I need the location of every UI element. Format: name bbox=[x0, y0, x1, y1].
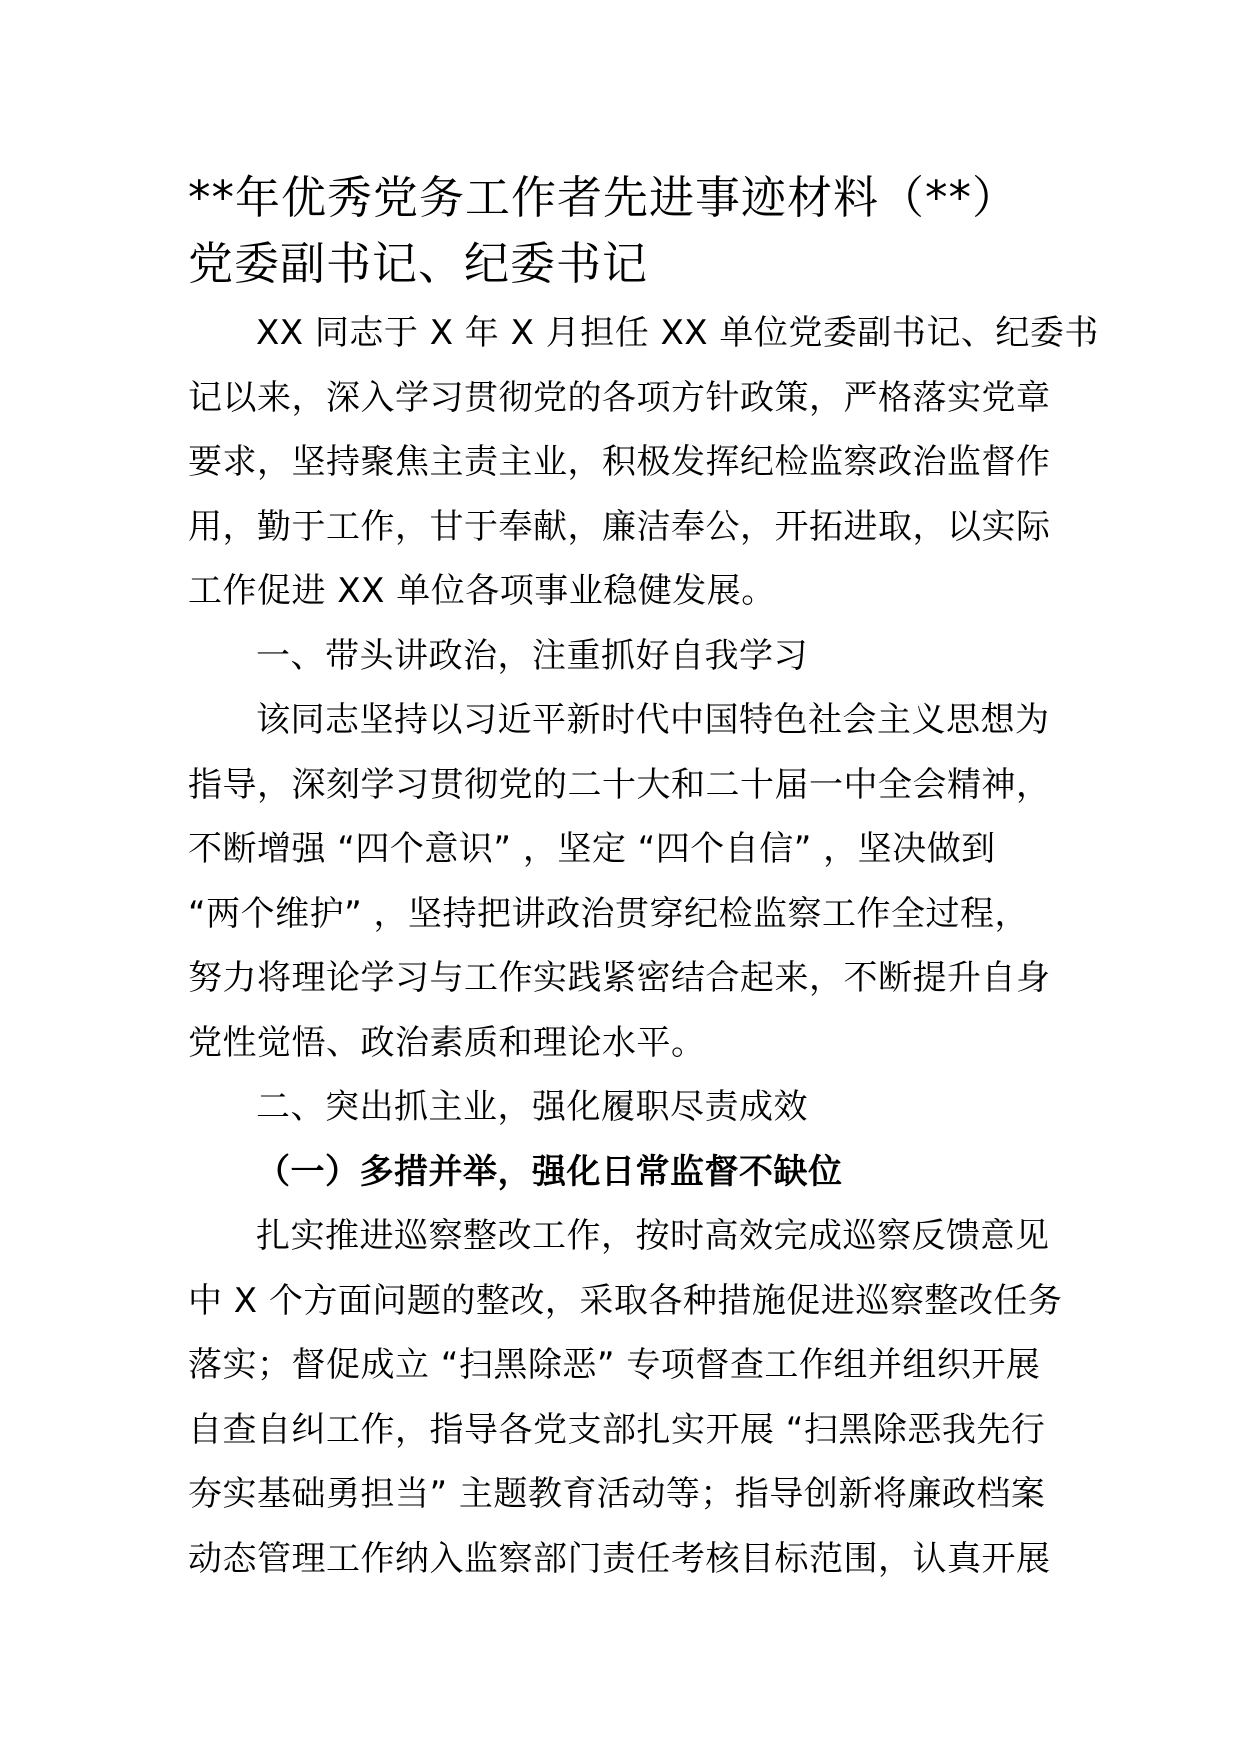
paragraph-line: 指导，深刻学习贯彻党的二十大和二十届一中全会精神， bbox=[188, 764, 1051, 805]
paragraph-line: 要求，坚持聚焦主责主业，积极发挥纪检监察政治监督作 bbox=[188, 442, 1051, 482]
subsection-heading-1: （一）多措并举，强化日常监督不缺位 bbox=[256, 1151, 843, 1192]
paragraph-line: 工作促进 XX 单位各项事业稳健发展。 bbox=[188, 571, 776, 611]
paragraph-line: 用，勤于工作，甘于奉献，廉洁奉公，开拓进取，以实际 bbox=[188, 506, 1051, 547]
paragraph-line: “两个维护” ，坚持把讲政治贯穿纪检监察工作全过程， bbox=[188, 893, 1030, 934]
paragraph-line: 落实；督促成立 “扫黑除恶” 专项督查工作组并组织开展 bbox=[188, 1345, 1041, 1385]
document-title-line-2: 党委副书记、纪委书记 bbox=[188, 237, 649, 290]
paragraph-line: 记以来，深入学习贯彻党的各项方针政策，严格落实党章 bbox=[188, 377, 1051, 418]
paragraph-line: 自查自纠工作，指导各党支部扎实开展 “扫黑除恶我先行 bbox=[188, 1409, 1046, 1450]
paragraph-line: 动态管理工作纳入监察部门责任考核目标范围，认真开展 bbox=[188, 1538, 1051, 1579]
paragraph-line: 扎实推进巡察整改工作，按时高效完成巡察反馈意见 bbox=[256, 1216, 1050, 1256]
paragraph-line: XX 同志于 X 年 X 月担任 XX 单位党委副书记、纪委书 bbox=[256, 313, 1099, 353]
paragraph-line: 中 X 个方面问题的整改，采取各种措施促进巡察整改任务 bbox=[188, 1280, 1063, 1321]
paragraph-line: 该同志坚持以习近平新时代中国特色社会主义思想为 bbox=[256, 700, 1050, 740]
paragraph-line: 努力将理论学习与工作实践紧密结合起来，不断提升自身 bbox=[188, 958, 1051, 998]
section-heading-2: 二、突出抓主业，强化履职尽责成效 bbox=[256, 1087, 808, 1127]
paragraph-line: 不断增强 “四个意识” ，坚定 “四个自信” ，坚决做到 bbox=[188, 829, 996, 869]
document-title-line-1: **年优秀党务工作者先进事迹材料（**） bbox=[188, 171, 1019, 224]
section-heading-1: 一、带头讲政治，注重抓好自我学习 bbox=[256, 635, 808, 676]
paragraph-line: 夯实基础勇担当” 主题教育活动等；指导创新将廉政档案 bbox=[188, 1474, 1046, 1514]
paragraph-line: 党性觉悟、政治素质和理论水平。 bbox=[188, 1022, 706, 1063]
document-body bbox=[188, 301, 1099, 1591]
